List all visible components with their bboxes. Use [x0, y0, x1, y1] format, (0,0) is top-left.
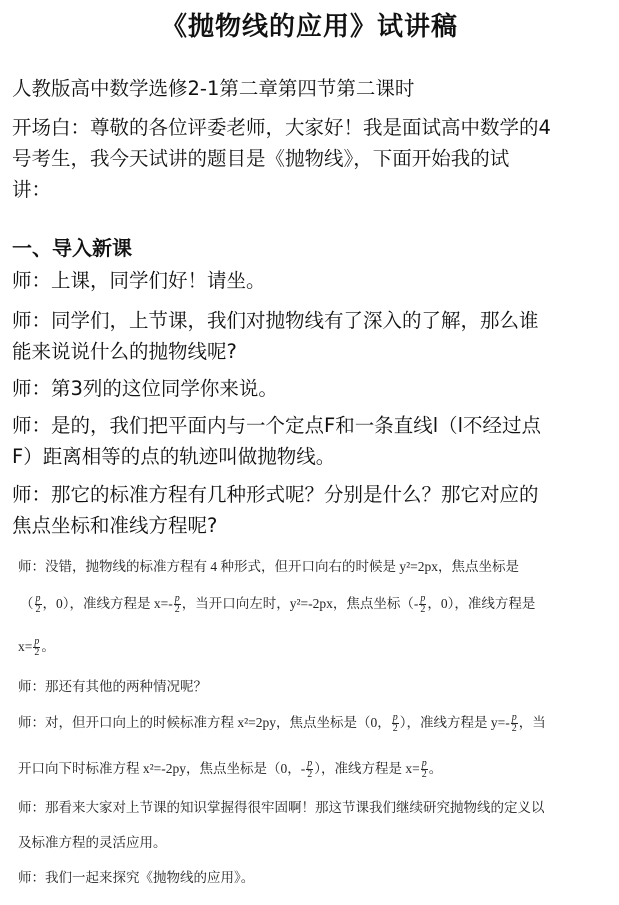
scan-line-3: x= $\frac{p}{2}$ 。 — [18, 636, 55, 659]
fraction: $\frac{p}{2}$ — [511, 712, 517, 735]
scan-line-9: 师：我们一起来探究《抛物线的应用》。 — [18, 870, 255, 885]
scan-line-2: （ $\frac{p}{2}$ ，0），准线方程是 x=- $\frac{p}{2}$ ，当开口向左时，y²=-2px，焦点坐标（- $\frac{p}{2}$ ，0），准线方程是 — [20, 593, 536, 616]
fraction: $\frac{p}{2}$ — [174, 593, 180, 616]
fraction: $\frac{p}{2}$ — [421, 758, 427, 781]
course-subtitle: 人教版高中数学选修2-1第二章第四节第二课时 — [12, 77, 415, 100]
scan-line-5: 师：对，但开口向上的时候标准方程 x²=2py，焦点坐标是（0， $\frac{p}{2}$ ），准线方程是 y=- $\frac{p}{2}$ ，当 — [18, 712, 546, 735]
dialog-line-2b: 能来说说什么的抛物线呢? — [12, 340, 237, 363]
fraction: $\frac{p}{2}$ — [34, 636, 40, 659]
fraction: $\frac{p}{2}$ — [35, 593, 41, 616]
dialog-line-4b: F）距离相等的点的轨迹叫做抛物线。 — [12, 445, 336, 468]
section-heading: 一、导入新课 — [12, 236, 132, 260]
dialog-line-5a: 师：那它的标准方程有几种形式呢？分别是什么？那它对应的 — [12, 483, 539, 506]
fraction: $\frac{p}{2}$ — [392, 712, 398, 735]
intro-line-3: 讲： — [12, 178, 52, 201]
scan-line-4: 师：那还有其他的两种情况呢？ — [18, 679, 207, 694]
dialog-line-5b: 焦点坐标和准线方程呢? — [12, 514, 218, 537]
intro-line-1: 开场白：尊敬的各位评委老师，大家好！我是面试高中数学的4 — [12, 116, 551, 139]
dialog-line-4a: 师：是的，我们把平面内与一个定点F和一条直线l（l不经过点 — [12, 414, 542, 437]
document-title: 《抛物线的应用》试讲稿 — [160, 12, 458, 42]
scan-line-8: 及标准方程的灵活应用。 — [18, 835, 167, 850]
dialog-line-2a: 师：同学们，上节课，我们对抛物线有了深入的了解，那么谁 — [12, 309, 539, 332]
dialog-line-3: 师：第3列的这位同学你来说。 — [12, 377, 278, 400]
fraction: $\frac{p}{2}$ — [307, 758, 313, 781]
scan-line-6: 开口向下时标准方程 x²=-2py，焦点坐标是（0，- $\frac{p}{2}$ ），准线方程是 x= $\frac{p}{2}$ 。 — [18, 758, 443, 781]
scan-line-1: 师：没错，抛物线的标准方程有 4 种形式，但开口向右的时候是 y²=2px，焦点坐标是 — [18, 559, 520, 574]
fraction: $\frac{p}{2}$ — [420, 593, 426, 616]
intro-line-2: 号考生，我今天试讲的题目是《抛物线》，下面开始我的试 — [12, 147, 510, 170]
scan-line-7: 师：那看来大家对上节课的知识掌握得很牢固啊！那这节课我们继续研究抛物线的定义以 — [18, 800, 545, 815]
dialog-line-1: 师：上课，同学们好！请坐。 — [12, 269, 266, 292]
